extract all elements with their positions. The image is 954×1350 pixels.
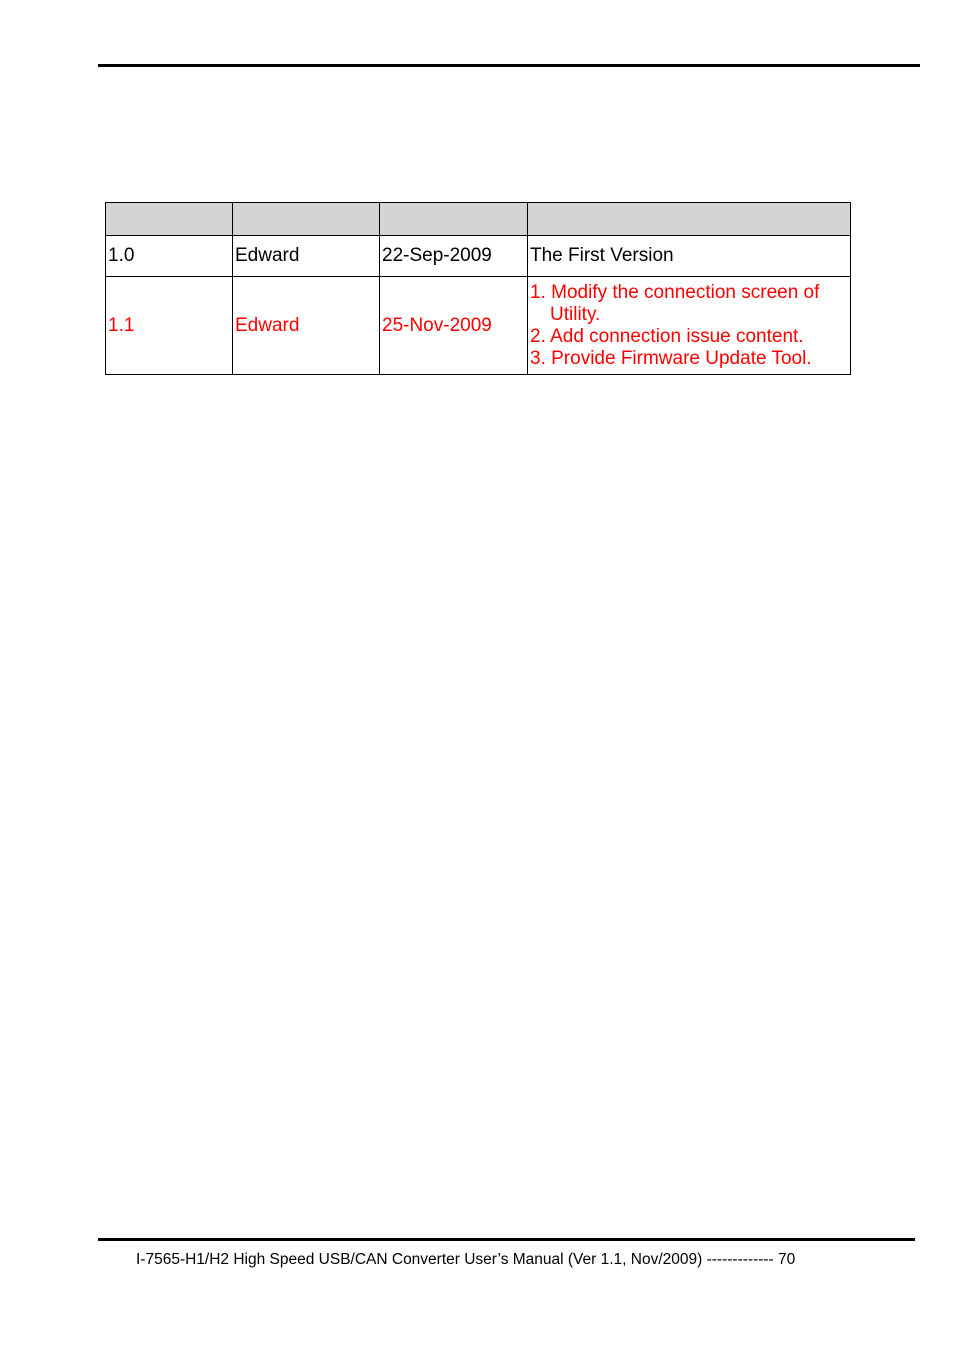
description-cell [528, 277, 851, 375]
date-cell: 22-Sep-2009 [380, 236, 528, 277]
revision-table [105, 202, 851, 375]
version-cell: 1.0 [106, 236, 233, 277]
description-item: 3. Provide Firmware Update Tool. [530, 347, 812, 369]
author-cell: Edward [233, 277, 380, 375]
description-item: 1. Modify the connection screen of Utility. [530, 281, 820, 325]
page-footer: I-7565-H1/H2 High Speed USB/CAN Converter User’s Manual (Ver 1.1, Nov/2009) ------------- 70 [136, 1251, 796, 1268]
description-cell [528, 236, 851, 277]
header-cell-description [528, 203, 851, 236]
author-cell: Edward [233, 236, 380, 277]
header-cell-date [380, 203, 528, 236]
description-text: The First Version [530, 245, 674, 266]
header-cell-version [106, 203, 233, 236]
table-header-row [106, 203, 851, 236]
table-row [106, 277, 851, 375]
footer-rule [98, 1238, 915, 1241]
table-row [106, 236, 851, 277]
version-cell: 1.1 [106, 277, 233, 375]
header-cell-author [233, 203, 380, 236]
description-item: 2. Add connection issue content. [530, 325, 804, 347]
date-cell: 25-Nov-2009 [380, 277, 528, 375]
header-rule [98, 64, 920, 67]
description-list [530, 282, 848, 370]
